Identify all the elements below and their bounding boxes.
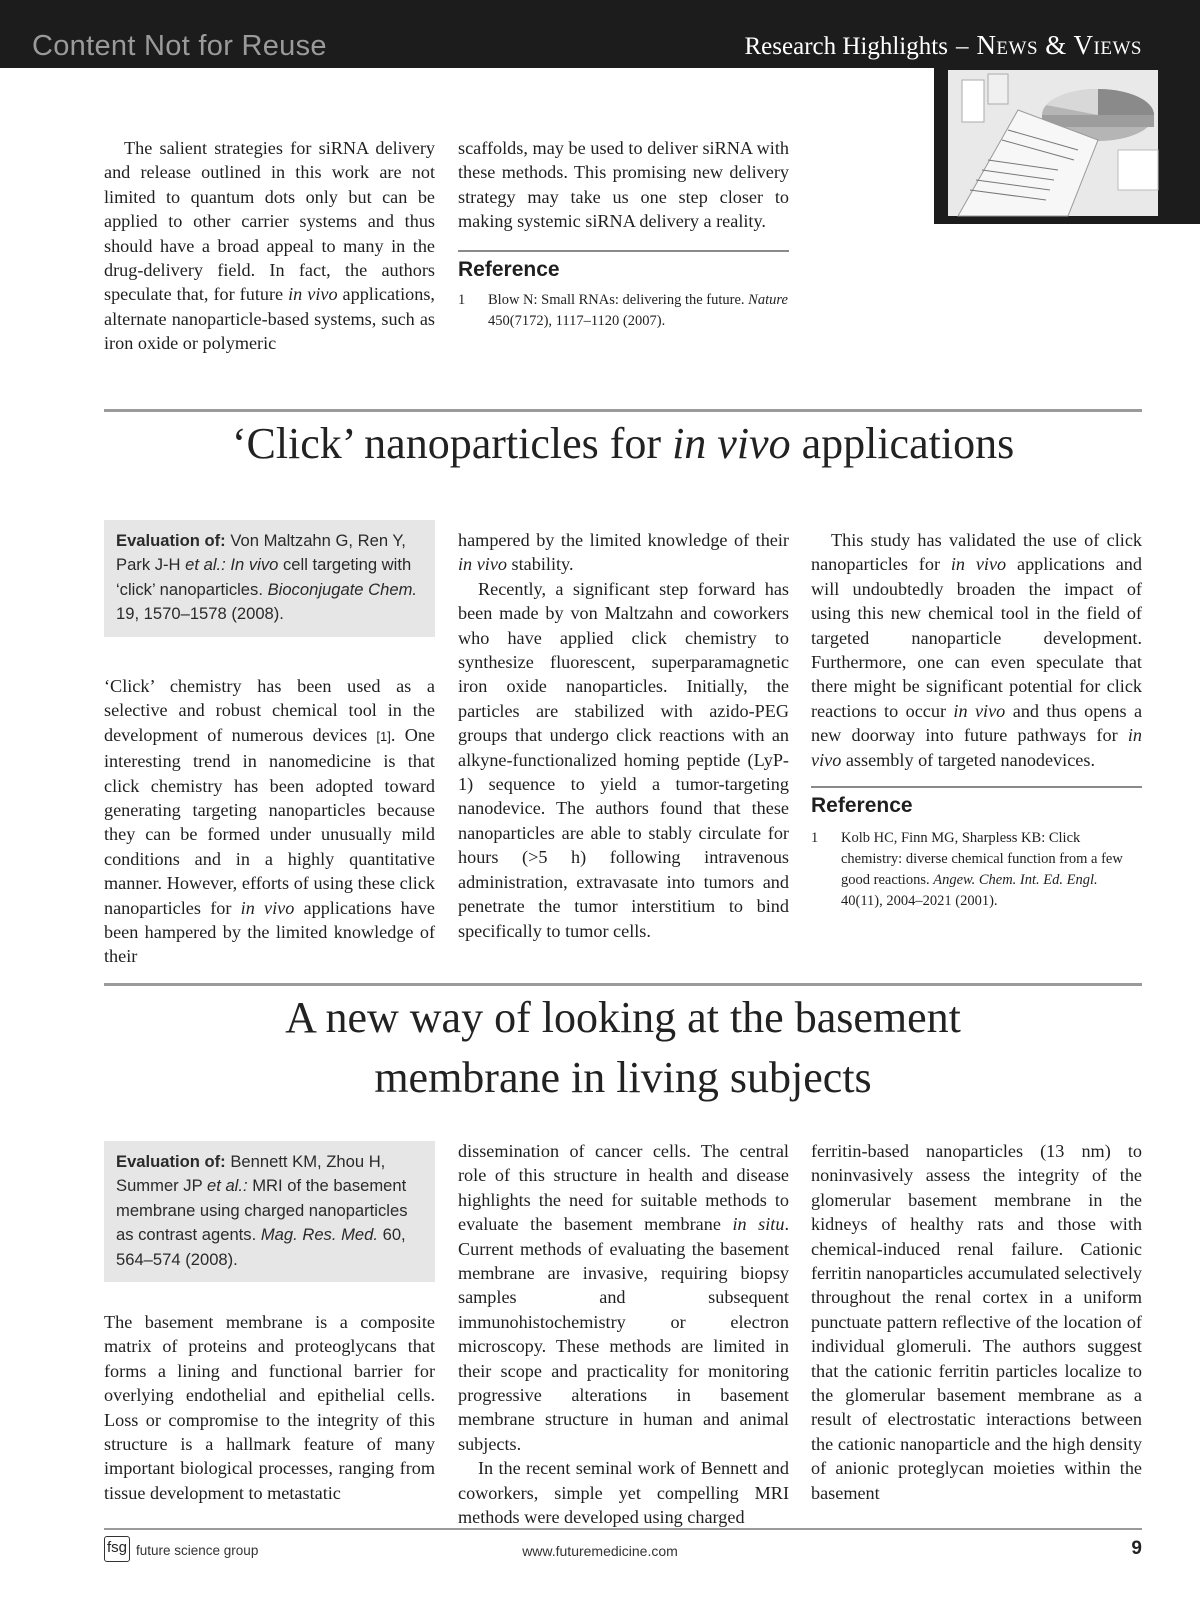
evaluation-etal: et al.: (185, 555, 226, 575)
header-bar (0, 0, 1200, 68)
article2-col2 (458, 1139, 789, 1530)
evaluation-etal: et al.: (207, 1176, 248, 1196)
evaluation-journal: Mag. Res. Med. (260, 1225, 378, 1245)
evaluation-label: Evaluation of: (116, 531, 226, 550)
header-photo (948, 70, 1158, 216)
article2-p1-start: The basement membrane is a composite matrix of proteins and proteoglycans that forms a lining and functional barrier for overlying endothelial and epithelial cells. Loss or compromise to the integrity of this structure is a hallmark feature of many important biological processes, ranging from tissue development to metastatic (104, 1312, 435, 1503)
evaluation-cite: 19, 1570–1578 (2008). (116, 604, 284, 624)
article1-p3d: assembly of targeted nanodevices. (845, 749, 1095, 770)
article1-title-b: applications (801, 419, 1015, 468)
evaluation-invivo: In vivo (230, 555, 279, 575)
journal-pie-chart-image (948, 70, 1158, 216)
article1-col1 (104, 674, 436, 967)
evaluation-cite: 60, 564–574 (2008). (116, 1225, 406, 1269)
article1-p1d: stability. (511, 554, 574, 575)
reference-text: Blow N: Small RNAs: delivering the future. (488, 292, 745, 309)
article0-text-em: in vivo (288, 284, 338, 305)
article1-p3c: and thus opens a new doorway into future pathways for (811, 700, 1143, 746)
section-divider (104, 409, 1142, 412)
reference-cite: 40(11), 2004–2021 (2001). (841, 893, 998, 910)
article1-p1a: ‘Click’ chemistry has been used as a selective and robust chemical tool in the development of numerous devices (104, 676, 435, 745)
evaluation-title: cell targeting with ‘click’ nanoparticles. (116, 555, 412, 599)
article1-p1-em: in vivo (240, 897, 295, 918)
article1-p1c: applications have been hampered by the limited knowledge of their (104, 897, 435, 967)
article1-col2 (458, 528, 789, 943)
article0-text-col2: scaffolds, may be used to deliver siRNA with these methods. This promising new delivery strategy may take us one step closer to making systemic siRNA delivery a reality. (458, 138, 789, 232)
publisher-logo: fsg (104, 1536, 130, 1562)
category-name: News & Views (976, 30, 1142, 60)
evaluation-authors: Bennett KM, Zhou H, Summer JP (116, 1152, 386, 1196)
header-dash: – (955, 33, 969, 60)
article0-text-rest: applications, alternate nanoparticle-based systems, such as iron oxide or polymeric (104, 284, 435, 354)
article1-p3a: This study has validated the use of click nanoparticles for (811, 530, 1142, 575)
reference-item (811, 828, 1142, 912)
article1-p3-em3: in vivo (811, 725, 1143, 770)
reference-cite: 450(7172), 1117–1120 (2007). (488, 313, 666, 330)
article1-title (104, 414, 1142, 474)
reference-item (458, 290, 789, 332)
article1-col3 (811, 528, 1142, 912)
article2-title: A new way of looking at the basement membrane in living subjects (285, 993, 961, 1102)
reference-journal: Nature (748, 292, 788, 309)
article1-p3b: applications and will undoubtedly broaden the impact of using this new chemical tool in the field of targeted nanoparticle development. Furthermore, one can even speculate that there might be significant potential for click reactions to occur (811, 554, 1142, 721)
article1-p1-cont: hampered by the limited knowledge of their (458, 530, 789, 550)
article2-p1-cont: dissemination of cancer cells. The central role of this structure in health and disease highlights the need for suitable methods to evaluate the basement membrane in situ. Current methods of evaluating the basement membrane are invasive, requiring biopsy samples and subsequent immunohistochemistry or electron microscopy. These methods are limited in their scope and practicality for monitoring progressive alterations in basement membrane structure in human and animal subjects. (458, 1141, 789, 1454)
reference-heading: Reference (811, 794, 913, 818)
watermark: Content Not for Reuse (32, 30, 327, 62)
article1-p3-em: in vivo (950, 554, 1007, 575)
reference-heading: Reference (458, 257, 560, 281)
publisher-name: future science group (136, 1543, 259, 1558)
article2-p2-cont: ferritin-based nanoparticles (13 nm) to noninvasively assess the integrity of the glomerular basement membrane in the kidneys of healthy rats and those with chemical-induced renal failure. Cationic ferritin nanoparticles accumulated selectively throughout the renal cortex in a uniform punctuate pattern reflective of the location of individual glomeruli. The authors suggest that the cationic ferritin particles localize to the glomerular basement membrane as a result of electrostatic interactions between the cationic nanoparticle and the high density of anionic proteglycan moieties within the basement (811, 1141, 1142, 1503)
article1-title-a: ‘Click’ nanoparticles for (231, 419, 662, 468)
article2-col3 (811, 1139, 1142, 1505)
footer-url[interactable]: www.futuremedicine.com (522, 1543, 678, 1559)
footer-rule (104, 1528, 1142, 1530)
article0-col1 (104, 136, 435, 356)
reference-text: Kolb HC, Finn MG, Sharpless KB: Click chemistry: diverse chemical function from a few good reactions. (841, 830, 1123, 889)
article1-p1b: . One interesting trend in nanomedicine is that click chemistry has been adopted toward generating targeting nanoparticles because they can be formed under unusually mild conditions and in a highly quantitative manner. However, efforts of using these click nanoparticles for (104, 724, 436, 918)
article1-p3-em2: in vivo (953, 700, 1006, 721)
article2-col1 (104, 1310, 435, 1510)
reference-rule (458, 250, 789, 252)
article1-p2: Recently, a significant step forward has been made by von Maltzahn and coworkers who have applied click chemistry to synthesize fluorescent, superparamagnetic iron oxide nanoparticles. Initially, the particles are stabilized with azido-PEG groups that undergo click reactions with an alkyne-functionalized homing peptide (LyP-1) sequence to yield a tumor-targeting nanodevice. The authors found that these nanoparticles are able to stably circulate for hours (>5 h) following intravenous administration, extravasate into tumors and penetrate the tumor interstitium to bind specifically to tumor cells. (458, 578, 789, 941)
citation-marker: [1] (376, 728, 391, 744)
article1-evaluation-box (104, 520, 435, 637)
reference-number: 1 (811, 830, 819, 847)
reference-rule (811, 786, 1142, 788)
reference-number: 1 (458, 292, 466, 309)
reference-journal: Angew. Chem. Int. Ed. Engl. (933, 872, 1098, 889)
evaluation-label: Evaluation of: (116, 1152, 226, 1171)
article0-col2 (458, 136, 789, 332)
page-number: 9 (1131, 1538, 1142, 1559)
evaluation-journal: Bioconjugate Chem. (267, 579, 418, 599)
article2-p2-start: In the recent seminal work of Bennett and coworkers, simple yet compelling MRI methods were developed using charged (458, 1458, 789, 1528)
running-header (745, 30, 1143, 61)
evaluation-authors: Von Maltzahn G, Ren Y, Park J-H (116, 531, 406, 575)
section-divider (104, 983, 1142, 986)
article1-p1-em2: in vivo (458, 554, 507, 575)
article2-p1b: . Current methods of evaluating the basement membrane are invasive, requiring biopsy samples and subsequent immunohistochemistry or electron microscopy. These methods are limited in their scope and practicality for monitoring progressive alterations in basement membrane structure in human and animal subjects. (458, 1214, 789, 1454)
article2-p1-em: in situ (732, 1214, 785, 1235)
article2-evaluation-box (104, 1141, 435, 1282)
article0-text: The salient strategies for siRNA delivery and release outlined in this work are not limited to quantum dots only but can be applied to other carrier systems and thus should have a broad appeal to many in the drug-delivery field. In fact, the authors speculate that, for future (104, 138, 435, 305)
header-photo-frame (934, 68, 1200, 224)
evaluation-title: MRI of the basement membrane using charged nanoparticles as contrast agents. (116, 1176, 408, 1245)
section-name: Research Highlights (744, 33, 948, 60)
article1-title-em: in vivo (672, 419, 791, 468)
